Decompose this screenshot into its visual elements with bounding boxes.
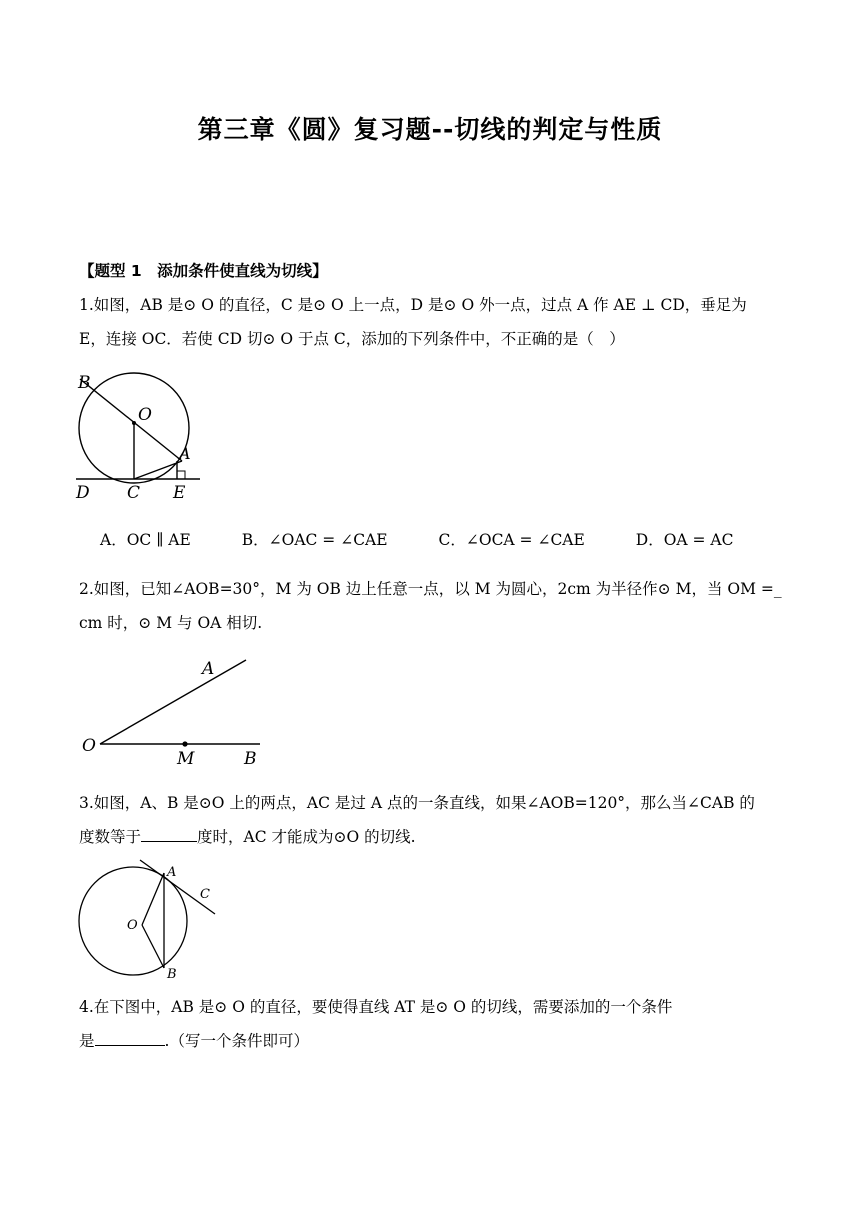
label-b: B	[78, 373, 91, 393]
question-1-options	[100, 528, 800, 550]
radius-oa	[142, 873, 164, 925]
question-2-line-1: 2.如图，已知∠AOB=30°，M 为 OB 边上任意一点，以 M 为圆心，2cm 为半径作⊙ M，当 OM =_	[79, 580, 782, 598]
question-1-line-1: 1.如图，AB 是⊙ O 的直径，C 是⊙ O 上一点，D 是⊙ O 外一点，过点 A 作 AE ⊥ CD，垂足为	[79, 296, 747, 314]
label-c: C	[200, 887, 210, 902]
ray-oa	[100, 660, 246, 744]
label-a: A	[179, 444, 191, 463]
question-3-line-1: 3.如图，A、B 是⊙O 上的两点，AC 是过 A 点的一条直线，如果∠AOB=120°，那么当∠CAB 的	[79, 794, 755, 812]
question-3-figure	[78, 856, 228, 982]
option-b[interactable]: B．∠OAC = ∠CAE	[241, 531, 388, 549]
label-d: D	[76, 483, 90, 503]
option-a[interactable]: A．OC ∥ AE	[100, 531, 191, 549]
option-c[interactable]: C．∠OCA = ∠CAE	[438, 531, 585, 549]
label-e: E	[173, 483, 186, 503]
label-o: O	[138, 405, 152, 425]
question-1-figure	[72, 368, 212, 503]
label-a: A	[167, 865, 177, 880]
segment-ca	[134, 461, 182, 479]
label-c: C	[127, 483, 141, 503]
label-b: B	[244, 749, 257, 769]
label-o: O	[127, 918, 138, 933]
question-1-line-2: E，连接 OC．若使 CD 切⊙ O 于点 C，添加的下列条件中，不正确的是（ ）	[79, 330, 625, 348]
point-m	[182, 741, 187, 746]
option-d[interactable]: D．OA = AC	[635, 531, 734, 549]
label-m: M	[177, 749, 195, 769]
center-point-o	[132, 421, 136, 425]
question-3-line-2: 度数等于 度时，AC 才能成为⊙O 的切线.	[79, 820, 789, 854]
label-o: O	[82, 736, 96, 756]
question-4-line-2: 是 .（写一个条件即可）	[79, 1024, 789, 1058]
question-2-line-2: cm 时，⊙ M 与 OA 相切.	[79, 614, 263, 632]
question-2-figure	[78, 652, 268, 770]
label-b: B	[167, 967, 177, 982]
answer-blank-4[interactable]	[95, 1027, 165, 1046]
right-angle-mark	[177, 471, 185, 479]
question-3	[79, 786, 789, 854]
question-4-line-1: 4.在下图中，AB 是⊙ O 的直径，要使得直线 AT 是⊙ O 的切线，需要添加的一个条件	[79, 998, 673, 1016]
radius-ob	[142, 925, 164, 968]
question-4	[79, 990, 789, 1058]
section-heading: 【题型 1 添加条件使直线为切线】	[79, 262, 328, 280]
page-title: 第三章《圆》复习题--切线的判定与性质	[197, 115, 663, 144]
diameter-ab	[80, 379, 182, 461]
question-2	[79, 572, 789, 640]
label-a: A	[202, 659, 215, 679]
question-1	[79, 288, 789, 356]
answer-blank-3[interactable]	[141, 823, 197, 842]
